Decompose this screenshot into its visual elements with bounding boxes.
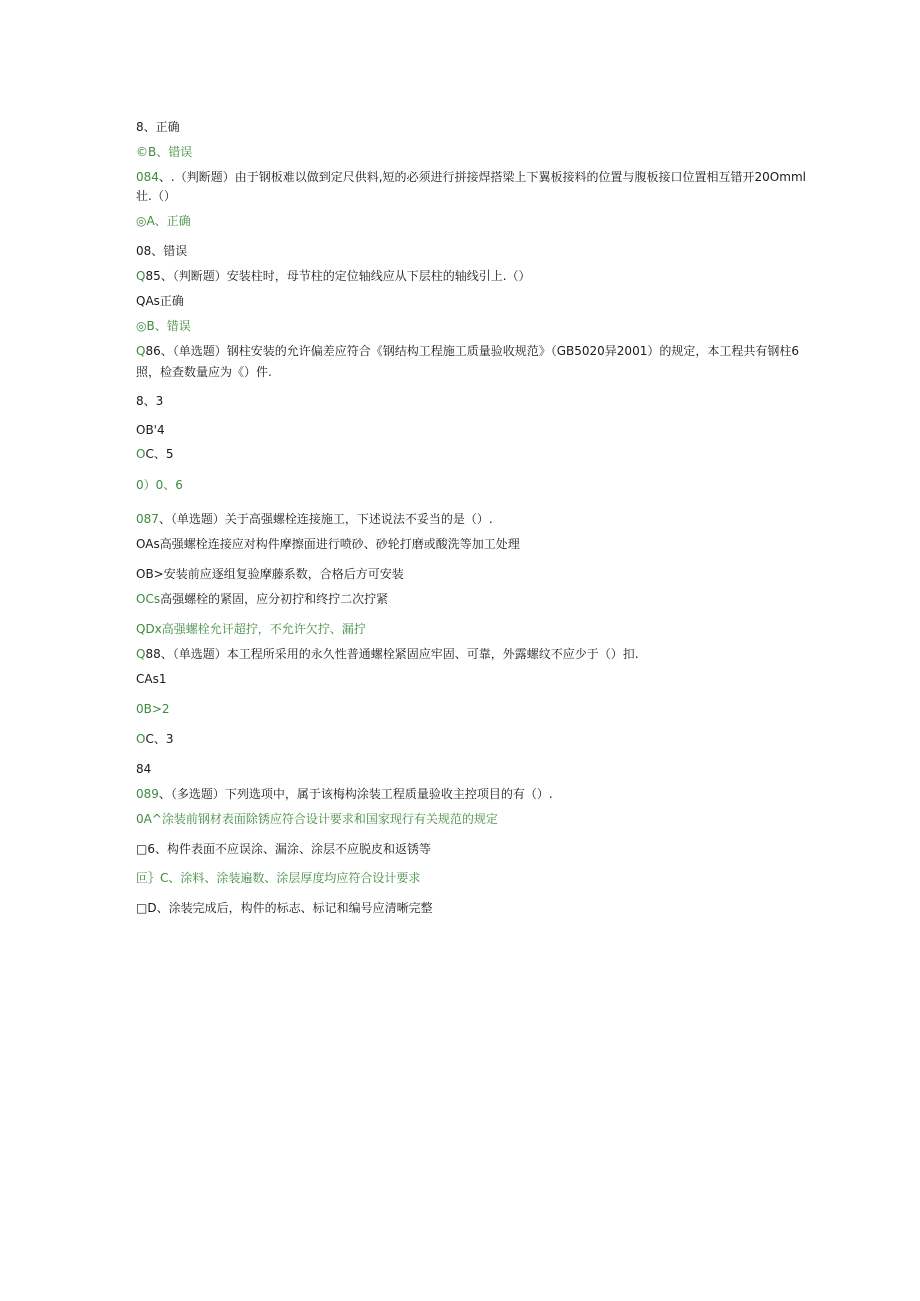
question-84: 084、.（判断题）由于钢板难以做到定尺供料,短的必须进行拼接焊搭梁上下翼板接料的位置与腹板接口位置相互错开20Omml bbox=[136, 170, 806, 184]
answer-line: OB'4 bbox=[136, 423, 165, 437]
question-86-continued: 照，检查数量应为《）件. bbox=[136, 365, 272, 379]
answer-line: OB>安装前应逐组复验摩藤系数，合格后方可安装 bbox=[136, 567, 404, 581]
answer-line-selected: 0A^涂装前钢材表面除锈应符合设计要求和国家现行有关规范的规定 bbox=[136, 812, 498, 826]
answer-line-selected: 0B>2 bbox=[136, 702, 170, 716]
answer-line: 08、错误 bbox=[136, 244, 188, 258]
question-86: Q86、（单选题）钢柱安装的允许偏差应符合《钢结构工程施工质量验收规范》（GB5020异2001）的规定，本工程共有钢柱6 bbox=[136, 344, 799, 358]
answer-line: CAs1 bbox=[136, 672, 167, 686]
question-85: Q85、（判断题）安装柱时，母节柱的定位轴线应从下层柱的轴线引上.（） bbox=[136, 269, 531, 283]
answer-line: □6、构件表面不应误涂、漏涂、涂层不应脱皮和返锈等 bbox=[136, 842, 431, 856]
question-89: 089、（多选题）下列选项中，属于该梅构涂装工程质量验收主控项目的有（）. bbox=[136, 787, 553, 801]
question-84-continued: 壮.（） bbox=[136, 189, 176, 203]
answer-line-selected: ©B、错误 bbox=[136, 145, 193, 159]
answer-line: 84 bbox=[136, 762, 152, 776]
answer-line: 8、正确 bbox=[136, 120, 180, 134]
answer-line-selected: 叵｝C、涂料、涂装遍数、涂层厚度均应符合设计要求 bbox=[136, 871, 421, 885]
answer-line-selected: QDx高强螺栓允讦超拧，不允许欠拧、漏拧 bbox=[136, 622, 366, 636]
answer-line: QAs正确 bbox=[136, 294, 184, 308]
answer-line: □D、涂装完成后，构件的标志、标记和编号应清晰完整 bbox=[136, 901, 433, 915]
answer-line: 8、3 bbox=[136, 394, 164, 408]
answer-line-selected: ◎B、错误 bbox=[136, 319, 191, 333]
answer-line: OAs高强螺栓连接应对构件摩擦面进行喷砂、砂轮打磨或酸洗等加工处理 bbox=[136, 537, 520, 551]
answer-line: OCs高强螺栓的紧固，应分初拧和终拧二次拧紧 bbox=[136, 592, 389, 606]
answer-line: OC、5 bbox=[136, 447, 174, 461]
answer-line-selected: ◎A、正确 bbox=[136, 214, 191, 228]
answer-line-selected: 0）0、6 bbox=[136, 478, 183, 492]
question-88: Q88、（单选题）本工程所采用的永久性普通螺栓紧固应牢固、可靠，外露螺纹不应少于（）扣. bbox=[136, 647, 639, 661]
answer-line: OC、3 bbox=[136, 732, 174, 746]
question-87: 087、（单选题）关于高强螺栓连接施工，下述说法不妥当的是（）. bbox=[136, 512, 493, 526]
